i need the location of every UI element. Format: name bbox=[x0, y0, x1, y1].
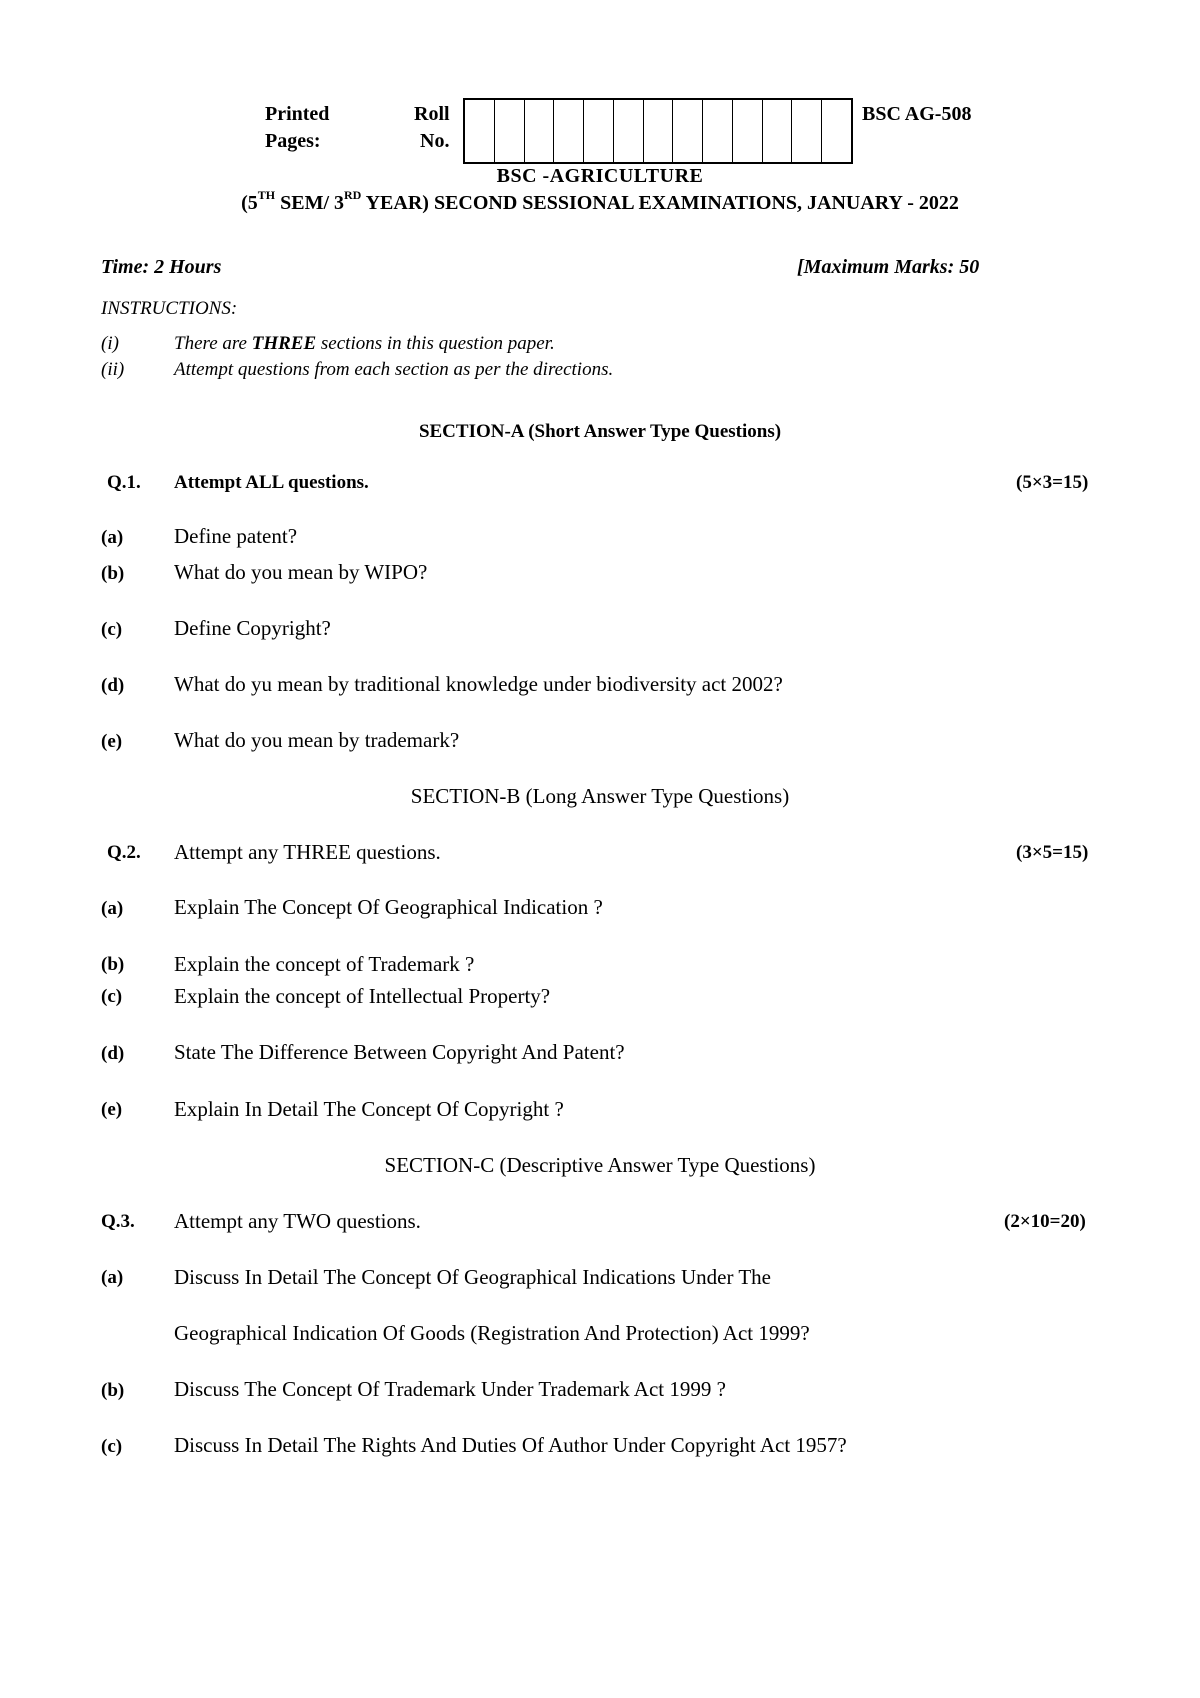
item-label: (c) bbox=[101, 986, 123, 1007]
roll-number-cell[interactable] bbox=[554, 100, 584, 162]
item-text: Explain The Concept Of Geographical Indication ? bbox=[174, 895, 603, 919]
roll-number-cell[interactable] bbox=[822, 100, 851, 162]
item-text: What do yu mean by traditional knowledge under biodiversity act 2002? bbox=[174, 672, 783, 696]
roll-label: Roll bbox=[414, 103, 450, 125]
item-label: (e) bbox=[101, 1099, 123, 1120]
maximum-marks: [Maximum Marks: 50 bbox=[797, 256, 980, 278]
time-allowed: Time: 2 Hours bbox=[101, 256, 222, 278]
item-label: (a) bbox=[101, 527, 124, 548]
question-number: Q.2. bbox=[107, 842, 141, 863]
pages-label: Pages: bbox=[265, 130, 321, 152]
roll-number-cell[interactable] bbox=[495, 100, 525, 162]
roll-number-cell[interactable] bbox=[673, 100, 703, 162]
instruction-text: There are THREE sections in this question paper. bbox=[174, 333, 555, 354]
instruction-text: Attempt questions from each section as per the directions. bbox=[174, 359, 614, 380]
item-label: (a) bbox=[101, 898, 124, 919]
roll-number-cell[interactable] bbox=[584, 100, 614, 162]
item-text: Discuss In Detail The Rights And Duties Of Author Under Copyright Act 1957? bbox=[174, 1433, 847, 1457]
roll-number-cell[interactable] bbox=[703, 100, 733, 162]
item-label: (d) bbox=[101, 1043, 125, 1064]
instruction-number: (ii) bbox=[101, 359, 125, 380]
paper-code: BSC AG-508 bbox=[862, 103, 972, 125]
item-text: Explain the concept of Intellectual Property? bbox=[174, 984, 551, 1008]
item-text: Define patent? bbox=[174, 524, 298, 548]
item-text: Discuss The Concept Of Trademark Under Trademark Act 1999 ? bbox=[174, 1377, 726, 1401]
question-number: Q.1. bbox=[107, 472, 141, 493]
question-marks: (3×5=15) bbox=[1016, 842, 1089, 863]
roll-number-cell[interactable] bbox=[733, 100, 763, 162]
item-text: Explain In Detail The Concept Of Copyright ? bbox=[174, 1097, 564, 1121]
question-instruction: Attempt any TWO questions. bbox=[174, 1209, 421, 1233]
question-number: Q.3. bbox=[101, 1211, 135, 1232]
instructions-title: INSTRUCTIONS: bbox=[101, 298, 238, 319]
item-label: (b) bbox=[101, 563, 125, 584]
item-text: Define Copyright? bbox=[174, 616, 331, 640]
item-text-continued: Geographical Indication Of Goods (Registration And Protection) Act 1999? bbox=[174, 1321, 810, 1345]
item-label: (b) bbox=[101, 954, 125, 975]
program-title: BSC -AGRICULTURE bbox=[496, 165, 704, 187]
roll-number-cell[interactable] bbox=[763, 100, 793, 162]
roll-number-cell[interactable] bbox=[525, 100, 555, 162]
roll-number-cell[interactable] bbox=[644, 100, 674, 162]
printed-label: Printed bbox=[265, 103, 330, 125]
question-marks: (5×3=15) bbox=[1016, 472, 1089, 493]
question-marks: (2×10=20) bbox=[1004, 1211, 1086, 1232]
item-label: (c) bbox=[101, 1436, 123, 1457]
item-label: (e) bbox=[101, 731, 123, 752]
item-text: What do you mean by WIPO? bbox=[174, 560, 428, 584]
roll-number-cell[interactable] bbox=[792, 100, 822, 162]
item-label: (b) bbox=[101, 1380, 125, 1401]
no-label: No. bbox=[420, 130, 450, 152]
question-instruction: Attempt ALL questions. bbox=[174, 472, 369, 493]
question-instruction: Attempt any THREE questions. bbox=[174, 840, 441, 864]
roll-number-cell[interactable] bbox=[614, 100, 644, 162]
section-a-title: SECTION-A (Short Answer Type Questions) bbox=[418, 421, 782, 442]
item-text: Discuss In Detail The Concept Of Geographical Indications Under The bbox=[174, 1265, 771, 1289]
item-text: What do you mean by trademark? bbox=[174, 728, 460, 752]
roll-number-grid[interactable] bbox=[463, 98, 853, 164]
exam-title: (5TH SEM/ 3RD YEAR) SECOND SESSIONAL EXAMINATIONS, JANUARY - 2022 bbox=[241, 188, 959, 214]
roll-number-cell[interactable] bbox=[465, 100, 495, 162]
instruction-number: (i) bbox=[101, 333, 119, 354]
section-c-title: SECTION-C (Descriptive Answer Type Questions) bbox=[384, 1153, 816, 1177]
item-text: Explain the concept of Trademark ? bbox=[174, 952, 475, 976]
item-text: State The Difference Between Copyright And Patent? bbox=[174, 1040, 625, 1064]
item-label: (a) bbox=[101, 1267, 124, 1288]
item-label: (d) bbox=[101, 675, 125, 696]
item-label: (c) bbox=[101, 619, 123, 640]
section-b-title: SECTION-B (Long Answer Type Questions) bbox=[410, 784, 790, 808]
